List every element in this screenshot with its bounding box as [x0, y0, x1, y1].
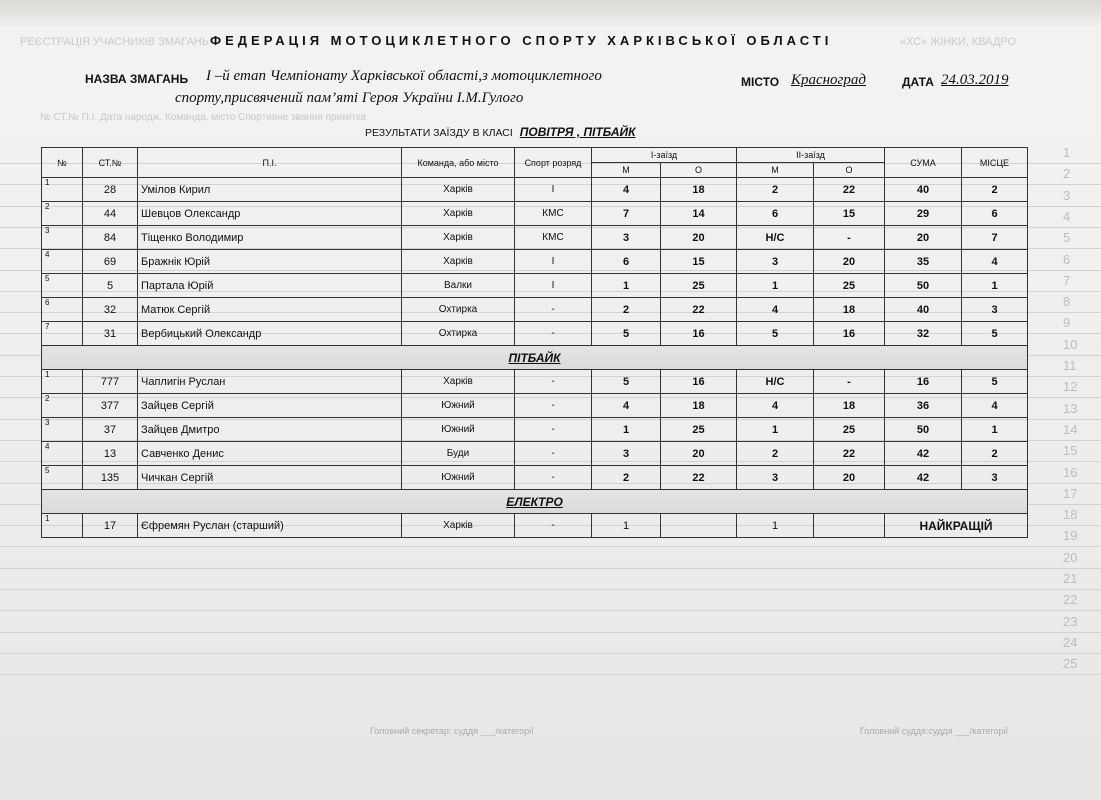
race1-points: 15 [661, 250, 737, 274]
table-row [42, 370, 1028, 394]
race1-place: 3 [592, 442, 661, 466]
start-number: 84 [83, 226, 138, 250]
sport-rank: КМС [515, 226, 592, 250]
team: Южний [402, 394, 515, 418]
team: Буди [402, 442, 515, 466]
sport-rank: - [515, 418, 592, 442]
row-number: 6 [42, 298, 83, 322]
race2-points: 25 [814, 418, 885, 442]
col-race1: І-заїзд [592, 148, 737, 163]
place: 2 [962, 178, 1028, 202]
col-rank: Спорт розряд [515, 148, 592, 178]
col-name: П.І. [138, 148, 402, 178]
row-number: 3 [42, 418, 83, 442]
section-row [42, 490, 1028, 514]
sum: 20 [885, 226, 962, 250]
race1-points: 22 [661, 298, 737, 322]
results-caption [365, 125, 636, 139]
bleed-row-number: 20 [1063, 549, 1078, 565]
place: 5 [962, 370, 1028, 394]
sum: 40 [885, 178, 962, 202]
race2-points [814, 514, 885, 538]
sport-rank: - [515, 514, 592, 538]
event-label: НАЗВА ЗМАГАНЬ [85, 72, 189, 86]
col-sum: СУМА [885, 148, 962, 178]
row-number: 1 [42, 178, 83, 202]
place: 4 [962, 394, 1028, 418]
header-row-1 [42, 148, 1028, 163]
sport-rank: - [515, 322, 592, 346]
row-number: 1 [42, 514, 83, 538]
start-number: 44 [83, 202, 138, 226]
col-no: № [42, 148, 83, 178]
race2-points: 16 [814, 322, 885, 346]
rider-name: Чаплигін Руслан [138, 370, 402, 394]
sum: 32 [885, 322, 962, 346]
race2-points: 22 [814, 178, 885, 202]
race1-points: 25 [661, 418, 737, 442]
sport-rank: - [515, 442, 592, 466]
sum: 40 [885, 298, 962, 322]
event-name-line2: спорту,присвячений пам’яті Героя України І.М.Гулого [175, 90, 524, 106]
start-number: 777 [83, 370, 138, 394]
start-number: 13 [83, 442, 138, 466]
bleed-row-line [0, 589, 1101, 590]
rider-name: Шевцов Олександр [138, 202, 402, 226]
bleed-row-number: 6 [1063, 251, 1071, 267]
bleed-row-number: 4 [1063, 208, 1071, 224]
sport-rank: І [515, 250, 592, 274]
rider-name: Партала Юрій [138, 274, 402, 298]
start-number: 17 [83, 514, 138, 538]
rider-name: Савченко Денис [138, 442, 402, 466]
team: Валки [402, 274, 515, 298]
race1-points: 20 [661, 226, 737, 250]
bleed-row-line [0, 653, 1101, 654]
rider-name: Вербицький Олександр [138, 322, 402, 346]
bleed-row-number: 17 [1063, 485, 1078, 501]
race2-place: Н/С [737, 370, 814, 394]
bleed-row-number: 9 [1063, 315, 1071, 331]
sum: 16 [885, 370, 962, 394]
bleed-row-number: 8 [1063, 294, 1071, 310]
row-number: 4 [42, 442, 83, 466]
bleed-row-number: 3 [1063, 187, 1071, 203]
bleed-row-number: 5 [1063, 230, 1071, 246]
place: 4 [962, 250, 1028, 274]
race1-place: 4 [592, 178, 661, 202]
table-row [42, 226, 1028, 250]
start-number: 135 [83, 466, 138, 490]
race2-place: 1 [737, 274, 814, 298]
place: 7 [962, 226, 1028, 250]
row-number: 2 [42, 202, 83, 226]
race1-points: 22 [661, 466, 737, 490]
sport-rank: І [515, 274, 592, 298]
row-number: 4 [42, 250, 83, 274]
sum: 35 [885, 250, 962, 274]
start-number: 69 [83, 250, 138, 274]
bleed-row-number: 16 [1063, 464, 1078, 480]
race1-place: 5 [592, 322, 661, 346]
rider-name: Тіщенко Володимир [138, 226, 402, 250]
race1-points: 20 [661, 442, 737, 466]
race1-place: 6 [592, 250, 661, 274]
bleed-row-number: 11 [1063, 358, 1077, 373]
paper-fold [0, 0, 1101, 26]
start-number: 377 [83, 394, 138, 418]
place: 3 [962, 466, 1028, 490]
col-m2: М [737, 163, 814, 178]
place: 1 [962, 274, 1028, 298]
race1-place: 2 [592, 466, 661, 490]
race1-points: 18 [661, 178, 737, 202]
race2-place: 4 [737, 298, 814, 322]
place: 5 [962, 322, 1028, 346]
race1-place: 1 [592, 514, 661, 538]
place: 6 [962, 202, 1028, 226]
bleed-row-number: 25 [1063, 656, 1078, 672]
race2-points: - [814, 370, 885, 394]
place: 1 [962, 418, 1028, 442]
race2-place: 4 [737, 394, 814, 418]
results-body [42, 178, 1028, 538]
race2-points: 25 [814, 274, 885, 298]
race2-place: 2 [737, 442, 814, 466]
col-race2: ІІ-заїзд [737, 148, 885, 163]
race1-points: 25 [661, 274, 737, 298]
rider-name: Умілов Кирил [138, 178, 402, 202]
sport-rank: І [515, 178, 592, 202]
race2-points: 22 [814, 442, 885, 466]
table-row [42, 442, 1028, 466]
race2-points: 20 [814, 466, 885, 490]
sum: 50 [885, 418, 962, 442]
bleed-title-right: «ХС» ЖІНКИ, КВАДРО [900, 36, 1016, 48]
bleed-row-number: 2 [1063, 166, 1071, 182]
rider-name: Єфремян Руслан (старший) [138, 514, 402, 538]
best-label: НАЙКРАЩІЙ [885, 514, 1028, 538]
row-number: 1 [42, 370, 83, 394]
race2-place: Н/С [737, 226, 814, 250]
start-number: 32 [83, 298, 138, 322]
rider-name: Матюк Сергій [138, 298, 402, 322]
row-number: 7 [42, 322, 83, 346]
race2-place: 2 [737, 178, 814, 202]
race1-points: 16 [661, 322, 737, 346]
race2-points: 15 [814, 202, 885, 226]
team: Южний [402, 466, 515, 490]
row-number: 5 [42, 274, 83, 298]
bleed-row-number: 12 [1063, 379, 1078, 395]
race1-points: 14 [661, 202, 737, 226]
col-st: СТ.№ [83, 148, 138, 178]
table-row [42, 298, 1028, 322]
bleed-row-line [0, 546, 1101, 547]
place: 2 [962, 442, 1028, 466]
rider-name: Зайцев Дмитро [138, 418, 402, 442]
col-place: МІСЦЕ [962, 148, 1028, 178]
bleed-row-number: 15 [1063, 443, 1078, 459]
bleed-row-line [0, 632, 1101, 633]
sport-rank: - [515, 370, 592, 394]
race2-points: - [814, 226, 885, 250]
race1-place: 1 [592, 274, 661, 298]
judge-signature: Головний суддя:суддя ___/категорії [860, 726, 1008, 736]
rider-name: Бражнік Юрій [138, 250, 402, 274]
race1-points: 16 [661, 370, 737, 394]
sum: 42 [885, 466, 962, 490]
row-number: 3 [42, 226, 83, 250]
federation-title: ФЕДЕРАЦІЯ МОТОЦИКЛЕТНОГО СПОРТУ ХАРКІВСЬКОЇ ОБЛАСТІ [210, 33, 833, 48]
bleed-row-number: 18 [1063, 507, 1078, 523]
race1-place: 3 [592, 226, 661, 250]
row-number: 2 [42, 394, 83, 418]
bleed-row-line [0, 610, 1101, 611]
sport-rank: - [515, 298, 592, 322]
col-m1: М [592, 163, 661, 178]
section-row [42, 346, 1028, 370]
bleed-row-number: 1 [1063, 145, 1071, 160]
sport-rank: КМС [515, 202, 592, 226]
race2-place: 6 [737, 202, 814, 226]
team: Охтирка [402, 298, 515, 322]
section-title: ПІТБАЙК [42, 346, 1028, 370]
city-label: МІСТО [741, 75, 780, 89]
team: Харків [402, 370, 515, 394]
race1-points: 18 [661, 394, 737, 418]
bleed-row-number: 22 [1063, 592, 1078, 608]
race1-points [661, 514, 737, 538]
race2-points: 18 [814, 394, 885, 418]
table-row [42, 514, 1028, 538]
start-number: 5 [83, 274, 138, 298]
race2-place: 1 [737, 514, 814, 538]
race2-place: 1 [737, 418, 814, 442]
start-number: 31 [83, 322, 138, 346]
race1-place: 4 [592, 394, 661, 418]
table-row [42, 250, 1028, 274]
sum: 50 [885, 274, 962, 298]
team: Охтирка [402, 322, 515, 346]
race1-place: 7 [592, 202, 661, 226]
city-value: Красноград [791, 72, 866, 88]
table-row [42, 322, 1028, 346]
race1-place: 1 [592, 418, 661, 442]
bleed-row-line [0, 674, 1101, 675]
results-table [41, 147, 1028, 538]
sum: 42 [885, 442, 962, 466]
race1-place: 5 [592, 370, 661, 394]
team: Южний [402, 418, 515, 442]
col-o1: О [661, 163, 737, 178]
start-number: 37 [83, 418, 138, 442]
race1-place: 2 [592, 298, 661, 322]
bleed-row-number: 14 [1063, 421, 1078, 437]
bleed-row-number: 23 [1063, 613, 1078, 629]
table-row [42, 418, 1028, 442]
bleed-row-number: 24 [1063, 634, 1078, 650]
bleed-columns: № СТ.№ П.І. Дата народж. Команда, місто Спортивне звання примітка [40, 112, 367, 123]
caption-text: РЕЗУЛЬТАТИ ЗАЇЗДУ В КЛАСІ [365, 127, 513, 139]
team: Харків [402, 202, 515, 226]
col-team: Команда, або місто [402, 148, 515, 178]
bleed-row-number: 13 [1063, 400, 1078, 416]
race2-place: 3 [737, 250, 814, 274]
race2-place: 5 [737, 322, 814, 346]
bleed-row-line [0, 568, 1101, 569]
team: Харків [402, 178, 515, 202]
sport-rank: - [515, 394, 592, 418]
col-o2: О [814, 163, 885, 178]
section-title: ЕЛЕКТРО [42, 490, 1028, 514]
date-value: 24.03.2019 [941, 72, 1009, 88]
secretary-signature: Головний секретар: суддя ___/категорії [370, 726, 534, 736]
class-name: ПОВІТРЯ , ПІТБАЙК [519, 125, 636, 139]
table-row [42, 202, 1028, 226]
rider-name: Чичкан Сергій [138, 466, 402, 490]
team: Харків [402, 226, 515, 250]
start-number: 28 [83, 178, 138, 202]
bleed-title-left: РЕЄСТРАЦІЯ УЧАСНИКІВ ЗМАГАНЬ [20, 36, 209, 48]
table-row [42, 274, 1028, 298]
bleed-row-number: 7 [1063, 272, 1071, 288]
event-name-line1: І –й етап Чемпіонату Харківської області,з мотоциклетного [206, 68, 602, 84]
race2-points: 20 [814, 250, 885, 274]
race2-place: 3 [737, 466, 814, 490]
table-row [42, 394, 1028, 418]
date-label: ДАТА [902, 75, 934, 89]
team: Харків [402, 250, 515, 274]
row-number: 5 [42, 466, 83, 490]
sum: 36 [885, 394, 962, 418]
rider-name: Зайцев Сергій [138, 394, 402, 418]
bleed-row-number: 10 [1063, 336, 1078, 352]
table-row [42, 466, 1028, 490]
place: 3 [962, 298, 1028, 322]
team: Харків [402, 514, 515, 538]
race2-points: 18 [814, 298, 885, 322]
sport-rank: - [515, 466, 592, 490]
table-row [42, 178, 1028, 202]
bleed-row-number: 19 [1063, 528, 1078, 544]
sum: 29 [885, 202, 962, 226]
bleed-row-number: 21 [1063, 571, 1078, 586]
